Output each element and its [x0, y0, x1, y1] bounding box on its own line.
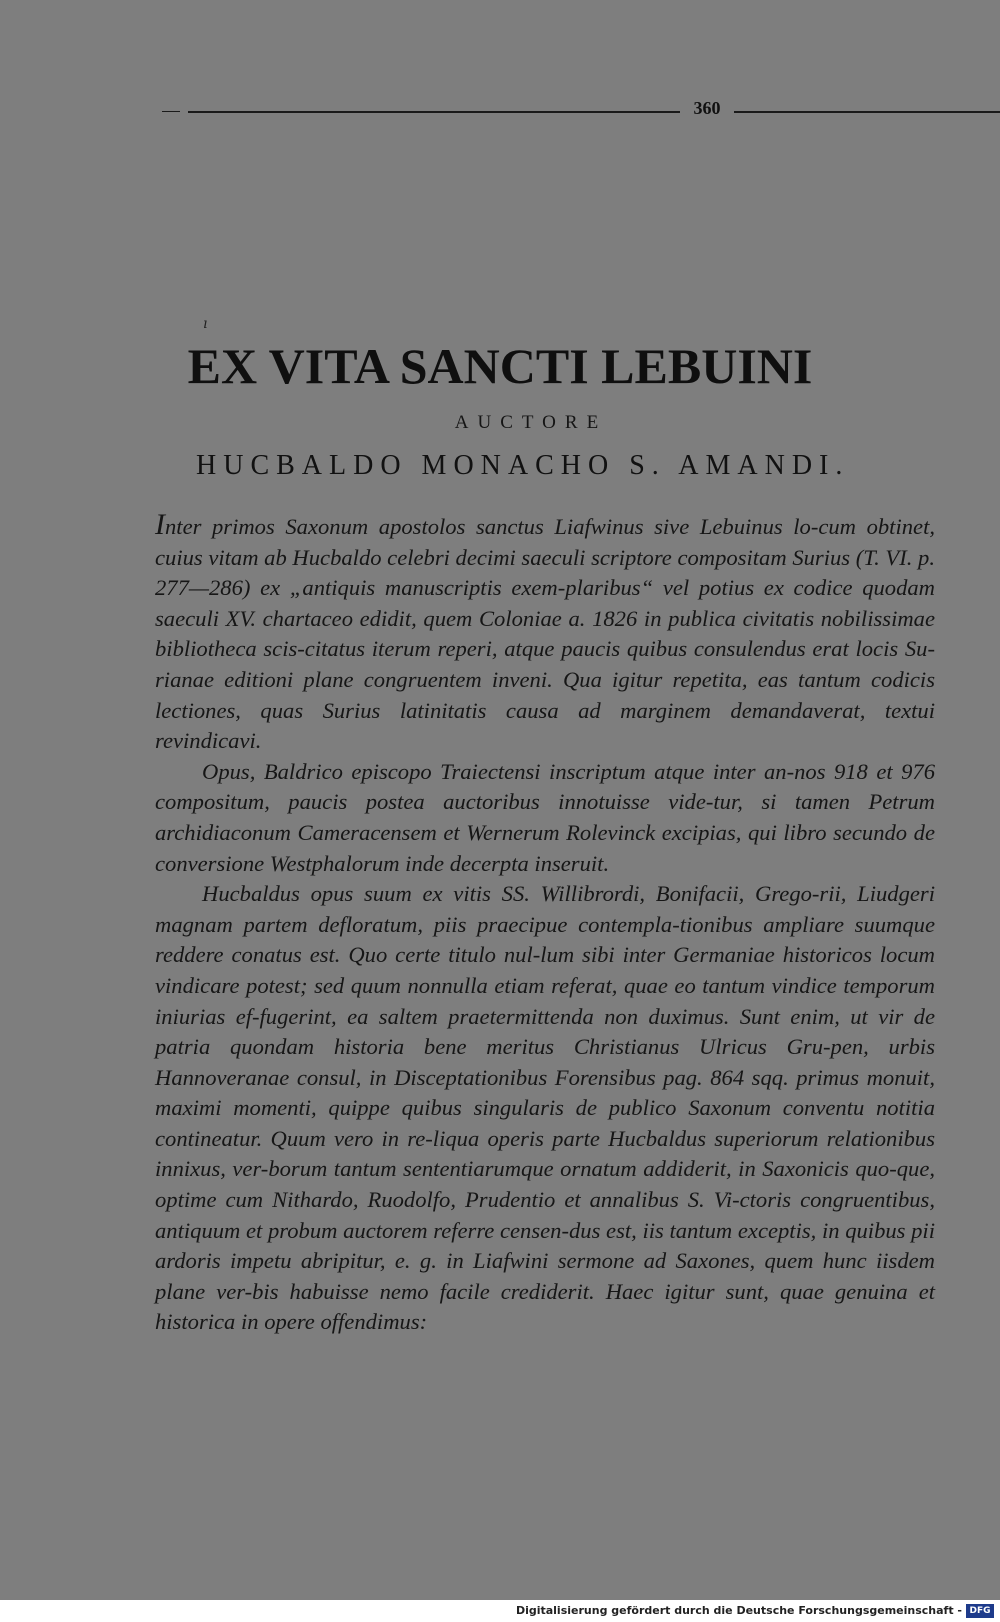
- page-number: 360: [693, 98, 721, 118]
- initial-letter: I: [155, 508, 165, 541]
- body-text: [155, 510, 935, 1338]
- document-subtitle: AUCTORE: [454, 412, 608, 433]
- footer-credit: Digitalisierung gefördert durch die Deutsche Forschungsgemeinschaft -: [515, 1604, 962, 1617]
- page-header: [162, 96, 918, 126]
- digitization-footer: [0, 1600, 1000, 1622]
- header-rule-left-short: [162, 111, 180, 112]
- paragraph-3: Hucbaldus opus suum ex vitis SS. Willibrordi, Bonifacii, Grego-rii, Liudgeri magnam partem defloratum, piis praecipue contempla-tionibus ampliare suumque reddere conatus est. Quo certe titulo nul-lum sibi inter Germaniae historicos locum vindicare potest; sed quum nonnulla etiam referat, quae eo tantum vindice temporum iniurias ef-fugerint, ea saltem praetermittenda non duximus. Sunt enim, ut vir de patria quondam historia bene meritus Christianus Ulricus Gru-pen, urbis Hannoveranae consul, in Disceptationibus Forensibus pag. 864 sqq. primus monuit, maximi momenti, quippe quibus singularis de publico Saxonum conventu notitia contineatur. Quum vero in re-liqua operis parte Hucbaldus superiorum relationibus innixus, ver-borum tantum sententiarumque ornatum addiderit, in Saxonicis quo-que, optime cum Nithardo, Ruodolfo, Prudentio et annalibus S. Vi-ctoris congruentibus, antiquum et probum auctorem referre censen-dus est, iis tantum exceptis, in quibus pii ardoris impetu abripitur, e. g. in Liafwini sermone ad Saxones, quem hunc iisdem plane ver-bis habuisse nemo facile crediderit. Haec igitur sunt, quae genuina et historica in opere offendimus:: [155, 881, 935, 1335]
- paragraph-1-text: nter primos Saxonum apostolos sanctus Liafwinus sive Lebuinus lo-cum obtinet, cuius vitam ab Hucbaldo celebri decimi saeculi scriptore compositam Surius (T. VI. p. 277—286) ex „antiquis manuscriptis exem-plaribus“ vel potius ex codice quodam saeculi XV. chartaceo edidit, quem Coloniae a. 1826 in publica civitatis nobilissimae bibliotheca scis-citatus iterum reperi, atque paucis quibus consulendus erat locis Su-rianae editioni plane congruentem inveni. Qua igitur repetita, eas tantum codicis lectiones, quas Surius latinitatis causa ad marginem demandaverat, textui revindicavi.: [155, 514, 935, 754]
- header-rule-left: [188, 111, 680, 113]
- header-rule-right: [734, 111, 1000, 113]
- margin-mark: ı: [203, 316, 208, 332]
- paragraph-2: Opus, Baldrico episcopo Traiectensi inscriptum atque inter an-nos 918 et 976 compositum, paucis postea auctoribus innotuisse vide-tur, si tamen Petrum archidiaconum Cameracensem et Wernerum Rolevinck excipias, qui libro secundo de conversione Westphalorum inde decerpta inseruit.: [155, 758, 935, 876]
- document-title: EX VITA SANCTI LEBUINI: [187, 338, 813, 394]
- dfg-logo: DFG: [966, 1604, 994, 1618]
- paragraph-1: [155, 510, 935, 757]
- document-author: HUCBALDO MONACHO S. AMANDI.: [196, 450, 850, 481]
